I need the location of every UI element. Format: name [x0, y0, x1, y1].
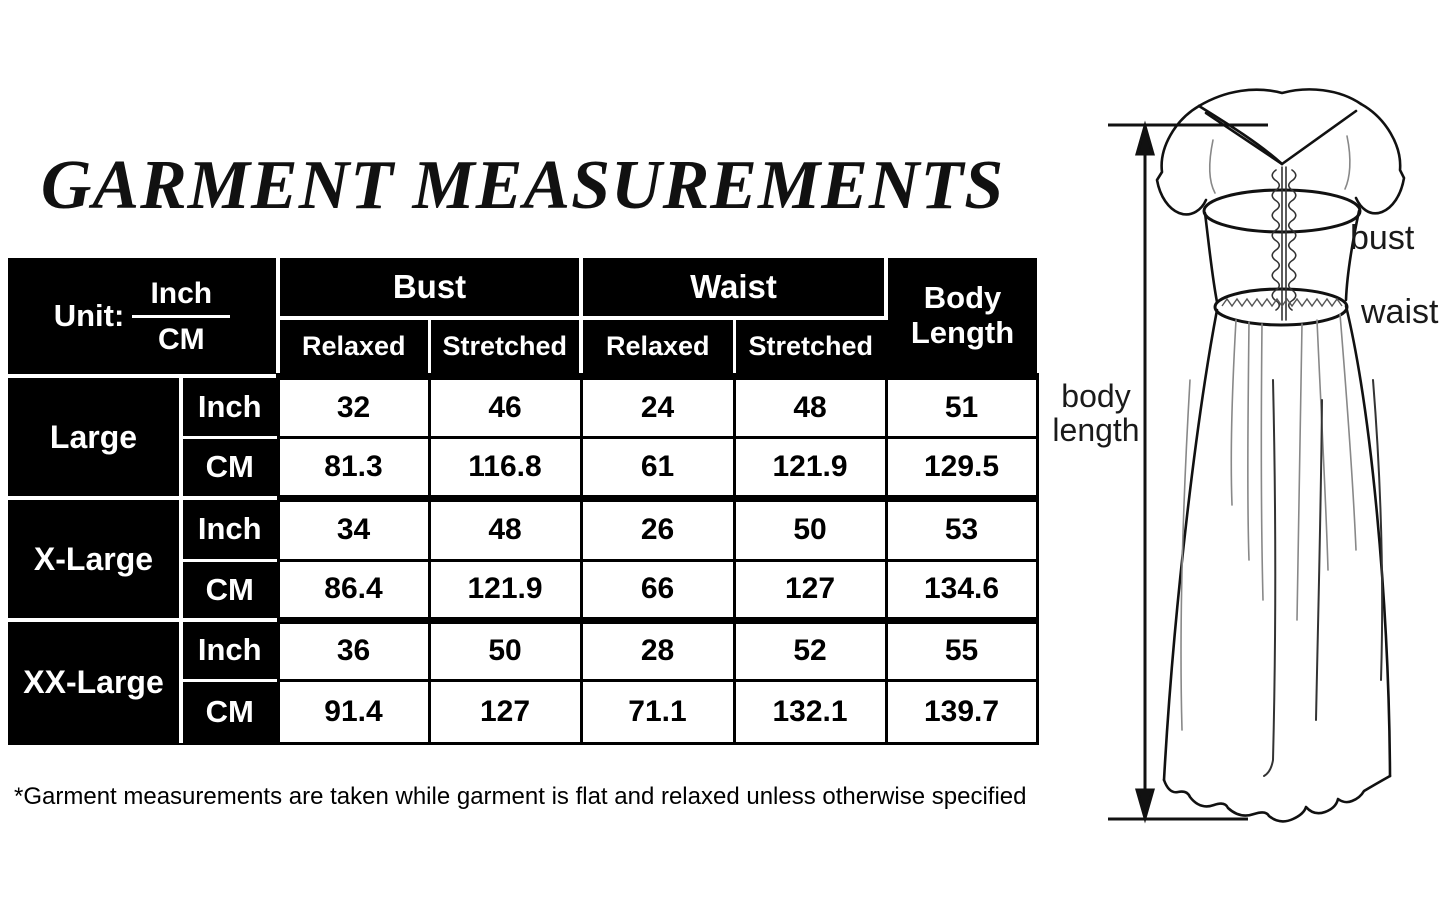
arrowhead-up: [1137, 126, 1153, 154]
row-unit-inch: Inch: [181, 376, 278, 437]
cell-bust-stretched: 50: [429, 620, 581, 680]
size-label-x-large: X-Large: [8, 498, 181, 620]
cell-waist-stretched: 48: [734, 376, 886, 437]
table-row: [8, 620, 1037, 680]
waist-measure-ellipse: [1215, 289, 1347, 325]
subheader-bust-stretched: Stretched: [429, 318, 581, 376]
dress-v-seam-right: [1282, 111, 1356, 164]
waist-diagram-label: waist: [1361, 293, 1439, 331]
drape-line: [1340, 314, 1356, 550]
dress-bodice-left: [1205, 213, 1217, 302]
drape-line: [1248, 322, 1249, 560]
cell-bust-relaxed: 36: [278, 620, 429, 680]
cell-bust-relaxed: 34: [278, 498, 429, 560]
cell-waist-stretched: 132.1: [734, 680, 886, 743]
table-row: [8, 376, 1037, 437]
row-unit-inch: Inch: [181, 498, 278, 560]
skirt-fold-center: [1264, 380, 1275, 776]
cell-bust-stretched: 116.8: [429, 437, 581, 498]
cell-bust-stretched: 46: [429, 376, 581, 437]
row-unit-inch: Inch: [181, 620, 278, 680]
cell-bust-relaxed: 86.4: [278, 560, 429, 620]
cell-bust-relaxed: 81.3: [278, 437, 429, 498]
unit-header-cell: [8, 258, 278, 376]
cell-bust-stretched: 48: [429, 498, 581, 560]
cell-waist-stretched: 127: [734, 560, 886, 620]
drape-line: [1181, 380, 1190, 730]
column-header-waist: Waist: [581, 258, 886, 318]
unit-cm-label: CM: [157, 322, 205, 356]
unit-divider-line: [132, 315, 230, 318]
cell-waist-relaxed: 66: [581, 560, 734, 620]
dress-v-seam-left: [1206, 113, 1282, 164]
subheader-bust-relaxed: Relaxed: [278, 318, 429, 376]
column-header-bust: Bust: [278, 258, 581, 318]
cell-body-length: 55: [886, 620, 1037, 680]
dress-skirt-right: [1346, 306, 1390, 776]
unit-inch-label: Inch: [150, 276, 213, 310]
cell-waist-relaxed: 71.1: [581, 680, 734, 743]
drape-line: [1317, 320, 1328, 570]
cell-bust-stretched: 121.9: [429, 560, 581, 620]
unit-fraction: [132, 274, 230, 359]
dress-line-art: [1040, 80, 1445, 920]
arrowhead-down: [1137, 790, 1153, 818]
page-title: GARMENT MEASUREMENTS: [40, 147, 1005, 224]
footnote-text: *Garment measurements are taken while garment is flat and relaxed unless otherwise specified: [14, 783, 1027, 810]
unit-label: Unit:: [53, 298, 125, 333]
cell-body-length: 53: [886, 498, 1037, 560]
cell-waist-relaxed: 28: [581, 620, 734, 680]
drape-line: [1297, 324, 1302, 620]
cell-waist-stretched: 50: [734, 498, 886, 560]
drape-line: [1231, 320, 1236, 505]
cell-waist-relaxed: 24: [581, 376, 734, 437]
row-unit-cm: CM: [181, 437, 278, 498]
dress-sleeve-left: [1157, 106, 1206, 214]
size-chart-table: [8, 258, 1037, 745]
size-label-xx-large: XX-Large: [8, 620, 181, 743]
table-row: [8, 498, 1037, 560]
bodice-crease-left: [1210, 140, 1215, 193]
row-unit-cm: CM: [181, 680, 278, 743]
cell-waist-relaxed: 61: [581, 437, 734, 498]
cell-waist-stretched: 52: [734, 620, 886, 680]
drape-line: [1261, 324, 1263, 600]
dress-hem: [1164, 776, 1390, 821]
dress-collar: [1199, 89, 1361, 106]
dress-sleeve-right: [1356, 104, 1404, 213]
cell-bust-relaxed: 91.4: [278, 680, 429, 743]
cell-body-length: 129.5: [886, 437, 1037, 498]
subheader-waist-stretched: Stretched: [734, 318, 886, 376]
cell-bust-relaxed: 32: [278, 376, 429, 437]
cell-waist-relaxed: 26: [581, 498, 734, 560]
cell-bust-stretched: 127: [429, 680, 581, 743]
body-length-diagram-label: body length: [1052, 378, 1140, 448]
column-header-body-length: Body Length: [886, 258, 1037, 376]
cell-body-length: 134.6: [886, 560, 1037, 620]
cell-body-length: 51: [886, 376, 1037, 437]
size-label-large: Large: [8, 376, 181, 498]
bust-diagram-label: bust: [1350, 219, 1415, 257]
subheader-waist-relaxed: Relaxed: [581, 318, 734, 376]
bodice-crease-right: [1345, 136, 1350, 189]
row-unit-cm: CM: [181, 560, 278, 620]
cell-body-length: 139.7: [886, 680, 1037, 743]
skirt-fold-right: [1316, 400, 1322, 720]
cell-waist-stretched: 121.9: [734, 437, 886, 498]
